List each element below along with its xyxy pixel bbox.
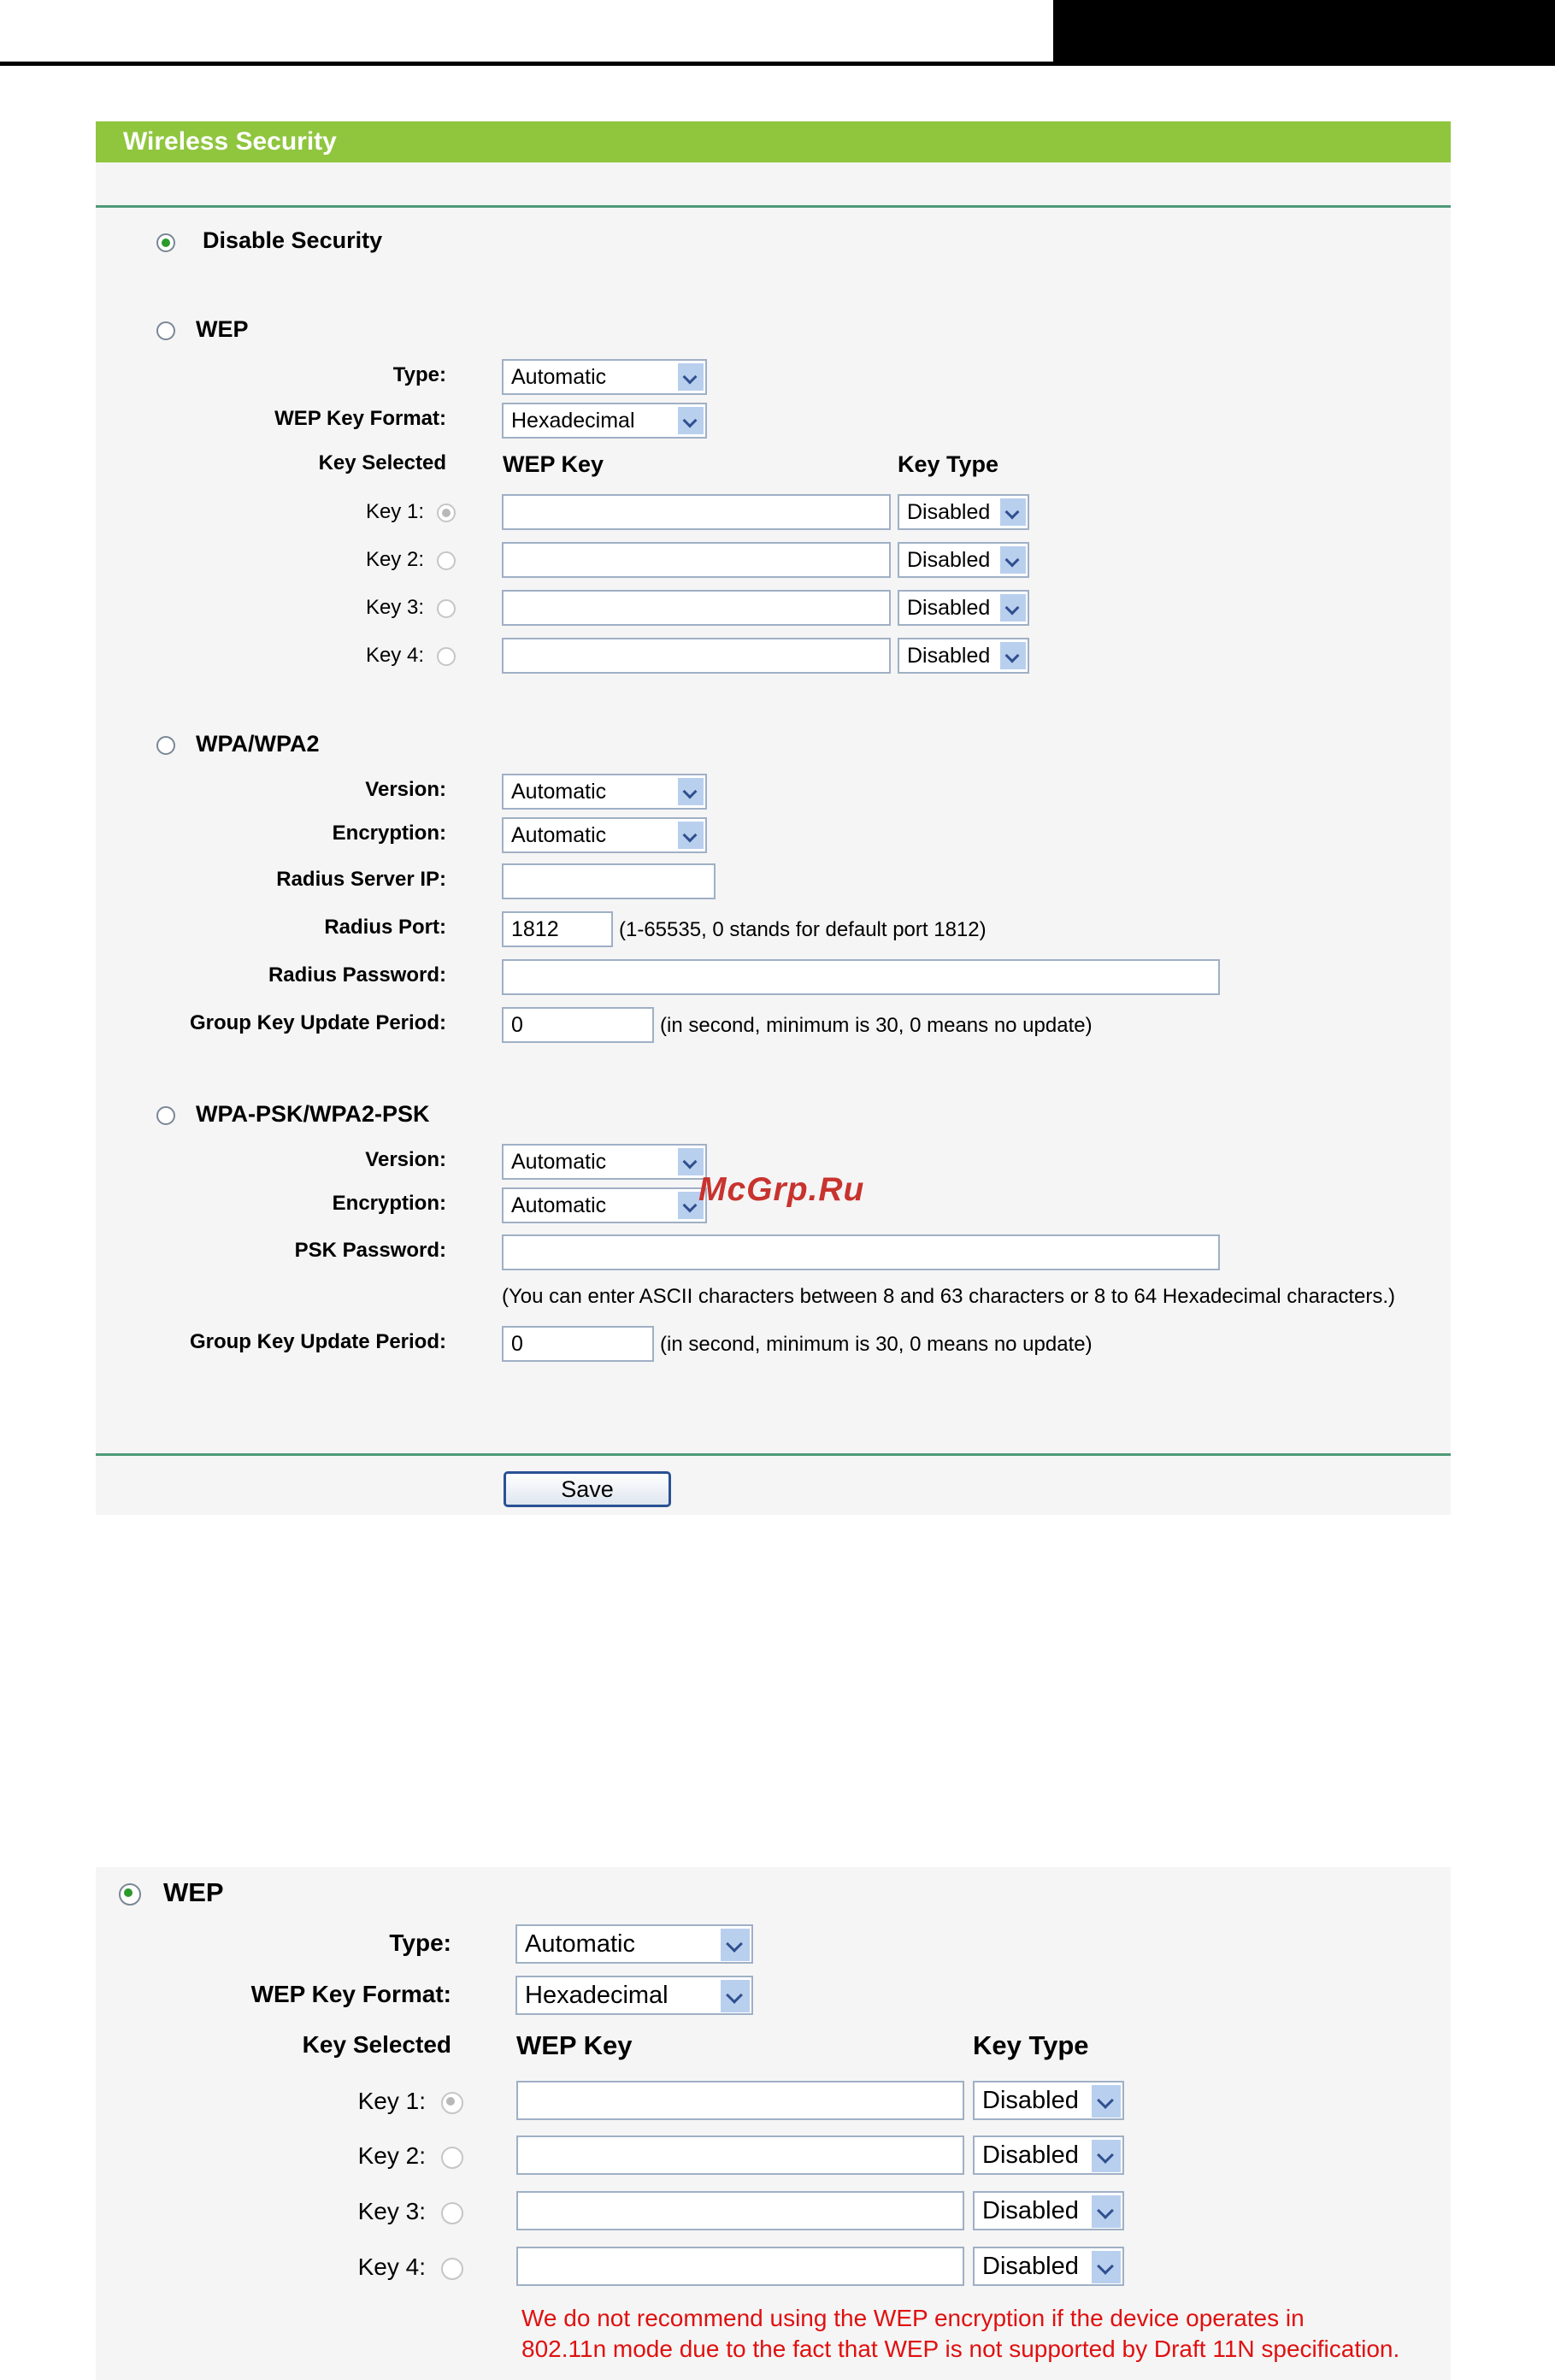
key-1-input[interactable] bbox=[502, 494, 891, 530]
radius-port-hint: (1-65535, 0 stands for default port 1812) bbox=[619, 918, 987, 941]
wep-type-label: Type: bbox=[392, 363, 446, 386]
wep-type-value: Automatic bbox=[511, 365, 607, 389]
chevron-down-icon bbox=[1091, 2251, 1121, 2283]
disable-security-radio[interactable] bbox=[156, 233, 175, 252]
key-2-type-value: Disabled bbox=[982, 2141, 1079, 2169]
key-3-type-select[interactable] bbox=[898, 590, 1029, 626]
wep-key-format-select[interactable] bbox=[502, 403, 707, 439]
chevron-down-icon bbox=[677, 407, 704, 434]
key-1-type-select[interactable] bbox=[973, 2081, 1124, 2120]
psk-group-key-value: 0 bbox=[511, 1332, 523, 1356]
psk-version-value: Automatic bbox=[511, 1150, 607, 1174]
wep-key-column-header: WEP Key bbox=[503, 451, 604, 477]
psk-group-key-hint: (in second, minimum is 30, 0 means no update) bbox=[660, 1333, 1093, 1356]
key-type-column-header: Key Type bbox=[973, 2030, 1089, 2060]
key-4-type-value: Disabled bbox=[907, 644, 991, 668]
psk-password-input[interactable] bbox=[502, 1234, 1220, 1270]
wpa-version-value: Automatic bbox=[511, 780, 607, 804]
key-3-type-select[interactable] bbox=[973, 2191, 1124, 2230]
key-2-label: Key 2: bbox=[357, 2142, 426, 2169]
header-separator bbox=[96, 205, 1451, 208]
wpa-group-key-input[interactable] bbox=[502, 1007, 654, 1043]
key-3-type-value: Disabled bbox=[907, 596, 991, 620]
wpa-label: WPA/WPA2 bbox=[196, 731, 320, 757]
wep-type-value: Automatic bbox=[525, 1930, 635, 1958]
key-3-label: Key 3: bbox=[357, 2198, 426, 2224]
radius-port-label: Radius Port: bbox=[324, 916, 446, 939]
psk-encryption-label: Encryption: bbox=[332, 1192, 446, 1215]
key-3-radio[interactable] bbox=[441, 2202, 463, 2224]
wep-key-format-value: Hexadecimal bbox=[511, 409, 635, 433]
radius-port-input[interactable] bbox=[502, 911, 613, 947]
wpa-radio[interactable] bbox=[156, 736, 175, 755]
key-4-type-value: Disabled bbox=[982, 2253, 1079, 2280]
chevron-down-icon bbox=[999, 594, 1026, 622]
key-2-type-select[interactable] bbox=[898, 542, 1029, 578]
key-4-input[interactable] bbox=[502, 638, 891, 674]
chevron-down-icon bbox=[999, 546, 1026, 574]
key-4-type-select[interactable] bbox=[973, 2247, 1124, 2286]
wep-type-select[interactable] bbox=[502, 359, 707, 395]
radius-port-value: 1812 bbox=[511, 917, 559, 941]
wep-warning-line-1: We do not recommend using the WEP encryption if the device operates in bbox=[521, 2305, 1305, 2331]
save-button[interactable]: Save bbox=[504, 1471, 671, 1507]
disable-security-label: Disable Security bbox=[203, 227, 383, 253]
key-4-radio[interactable] bbox=[437, 647, 456, 666]
psk-password-label: PSK Password: bbox=[294, 1239, 446, 1262]
wpa-group-key-label: Group Key Update Period: bbox=[189, 1011, 446, 1034]
key-2-label: Key 2: bbox=[365, 548, 424, 571]
wep-key-format-label: WEP Key Format: bbox=[250, 1981, 451, 2007]
chevron-down-icon bbox=[720, 1980, 750, 2012]
chevron-down-icon bbox=[999, 498, 1026, 526]
key-1-type-value: Disabled bbox=[907, 500, 991, 524]
psk-version-select[interactable] bbox=[502, 1144, 707, 1180]
wep-radio[interactable] bbox=[156, 321, 175, 340]
chevron-down-icon bbox=[720, 1929, 750, 1961]
key-1-label: Key 1: bbox=[365, 500, 424, 523]
key-1-radio[interactable] bbox=[441, 2092, 463, 2114]
wep-key-format-value: Hexadecimal bbox=[525, 1982, 669, 2009]
key-2-type-value: Disabled bbox=[907, 548, 991, 572]
key-1-type-value: Disabled bbox=[982, 2087, 1079, 2114]
wep-warning-line-2: 802.11n mode due to the fact that WEP is not supported by Draft 11N specification. bbox=[521, 2336, 1400, 2362]
wpa-group-key-hint: (in second, minimum is 30, 0 means no update) bbox=[660, 1014, 1093, 1037]
wpa-group-key-value: 0 bbox=[511, 1013, 523, 1037]
key-4-label: Key 4: bbox=[357, 2253, 426, 2280]
wpa-psk-radio[interactable] bbox=[156, 1106, 175, 1125]
wpa-encryption-value: Automatic bbox=[511, 823, 607, 847]
key-3-radio[interactable] bbox=[437, 599, 456, 618]
key-1-input[interactable] bbox=[516, 2081, 964, 2120]
wpa-encryption-label: Encryption: bbox=[332, 822, 446, 845]
psk-password-hint: (You can enter ASCII characters between 8 and 63 characters or 8 to 64 Hexadecimal characters.) bbox=[502, 1285, 1396, 1308]
psk-group-key-label: Group Key Update Period: bbox=[189, 1330, 446, 1353]
psk-version-label: Version: bbox=[365, 1148, 446, 1171]
chevron-down-icon bbox=[677, 363, 704, 391]
footer-separator bbox=[96, 1453, 1451, 1456]
wpa-encryption-select[interactable] bbox=[502, 817, 707, 853]
radius-server-ip-input[interactable] bbox=[502, 863, 716, 899]
wep-label: WEP bbox=[196, 316, 249, 342]
key-selected-header: Key Selected bbox=[302, 2031, 451, 2058]
wep-key-format-select[interactable] bbox=[515, 1976, 753, 2015]
watermark: McGrp.Ru bbox=[698, 1171, 865, 1208]
radius-password-label: Radius Password: bbox=[268, 963, 446, 987]
key-4-type-select[interactable] bbox=[898, 638, 1029, 674]
key-4-radio[interactable] bbox=[441, 2258, 463, 2280]
chevron-down-icon bbox=[1091, 2195, 1121, 2228]
key-2-input[interactable] bbox=[516, 2136, 964, 2175]
key-3-input[interactable] bbox=[502, 590, 891, 626]
psk-encryption-select[interactable] bbox=[502, 1187, 707, 1223]
wpa-psk-label: WPA-PSK/WPA2-PSK bbox=[196, 1101, 430, 1127]
key-3-label: Key 3: bbox=[365, 596, 424, 619]
key-3-type-value: Disabled bbox=[982, 2197, 1079, 2224]
page-top-rule bbox=[0, 62, 1060, 66]
radius-password-input[interactable] bbox=[502, 959, 1220, 995]
key-1-label: Key 1: bbox=[357, 2088, 426, 2114]
key-4-label: Key 4: bbox=[365, 644, 424, 667]
key-4-input[interactable] bbox=[516, 2247, 964, 2286]
key-type-column-header: Key Type bbox=[898, 451, 999, 477]
wpa-version-label: Version: bbox=[365, 778, 446, 801]
wep-key-format-label: WEP Key Format: bbox=[274, 407, 446, 430]
psk-encryption-value: Automatic bbox=[511, 1193, 607, 1217]
wep-type-label: Type: bbox=[389, 1929, 451, 1956]
wep-key-column-header: WEP Key bbox=[516, 2030, 633, 2060]
key-2-radio[interactable] bbox=[437, 551, 456, 570]
page-title: Wireless Security bbox=[123, 127, 337, 156]
key-2-radio[interactable] bbox=[441, 2147, 463, 2169]
chevron-down-icon bbox=[999, 642, 1026, 669]
chevron-down-icon bbox=[677, 778, 704, 805]
wep-label: WEP bbox=[163, 1877, 224, 1907]
wep-type-select[interactable] bbox=[515, 1924, 753, 1964]
wep-radio-selected[interactable] bbox=[119, 1883, 141, 1906]
radius-server-ip-label: Radius Server IP: bbox=[276, 868, 446, 891]
key-1-radio[interactable] bbox=[437, 504, 456, 522]
key-1-type-select[interactable] bbox=[898, 494, 1029, 530]
key-3-input[interactable] bbox=[516, 2191, 964, 2230]
wpa-version-select[interactable] bbox=[502, 774, 707, 810]
key-2-type-select[interactable] bbox=[973, 2136, 1124, 2175]
chevron-down-icon bbox=[1091, 2085, 1121, 2118]
chevron-down-icon bbox=[677, 822, 704, 849]
chevron-down-icon bbox=[1091, 2140, 1121, 2172]
key-selected-header: Key Selected bbox=[318, 451, 446, 474]
page-header-block bbox=[1053, 0, 1555, 66]
psk-group-key-input[interactable] bbox=[502, 1326, 654, 1362]
key-2-input[interactable] bbox=[502, 542, 891, 578]
